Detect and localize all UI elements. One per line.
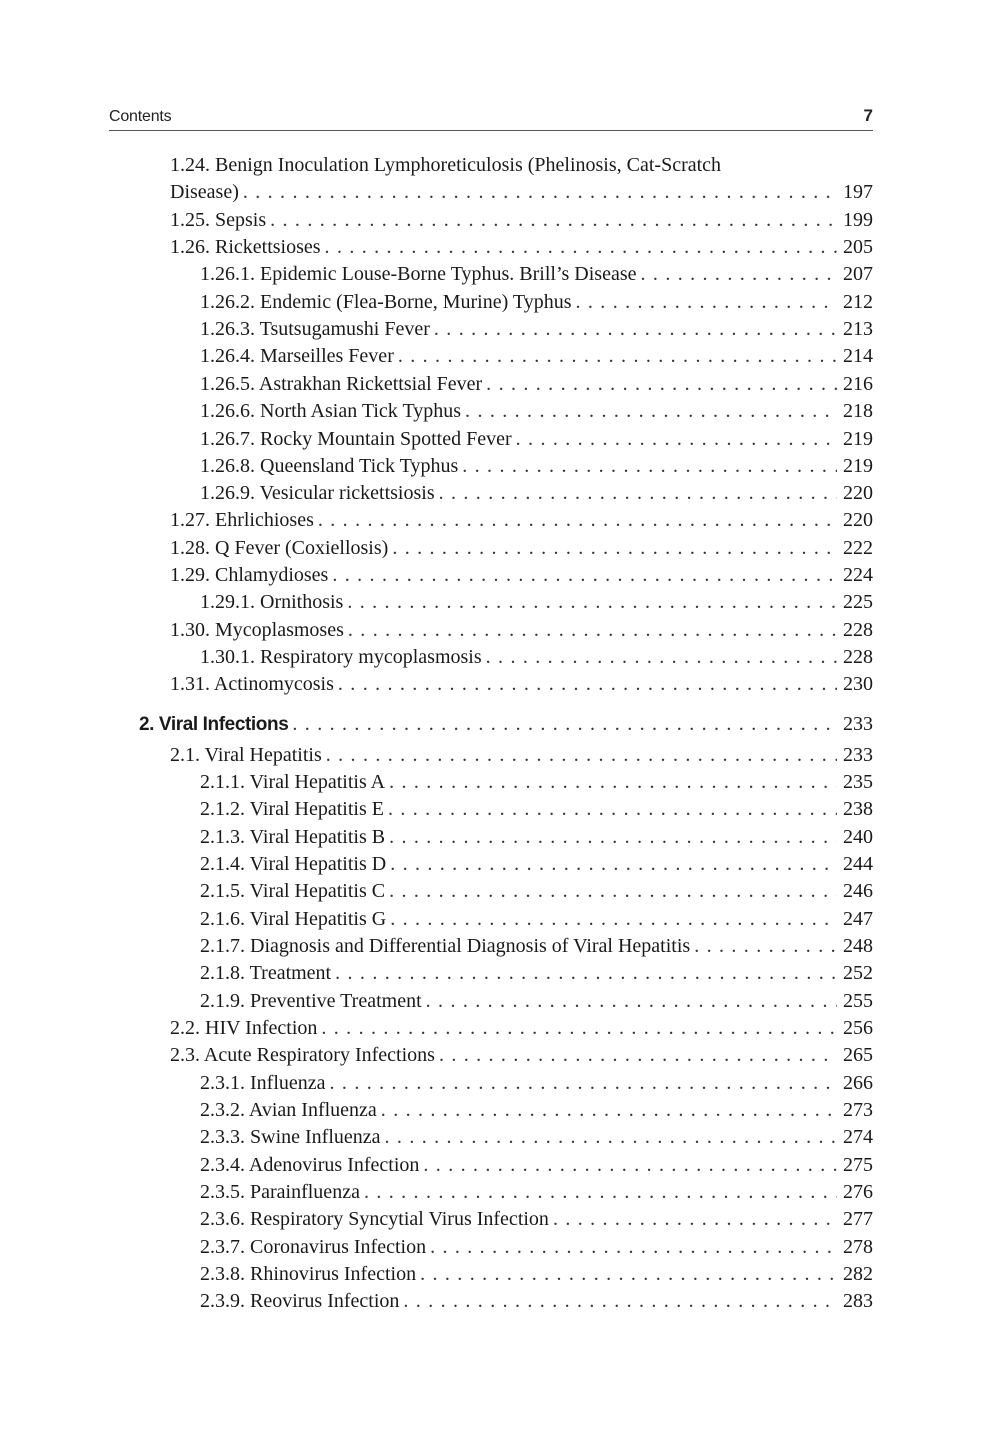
toc-page-number: 283	[843, 1290, 873, 1312]
toc-entry[interactable]	[200, 1070, 873, 1096]
toc-page-number: 274	[843, 1126, 873, 1148]
toc-page-number: 246	[843, 880, 873, 902]
toc-entry-title: 1.26.1. Epidemic Louse-Borne Typhus. Brill’s Disease	[200, 263, 637, 285]
toc-page-number: 199	[843, 209, 873, 231]
dot-leader	[439, 480, 837, 506]
toc-entry-title: 1.26. Rickettsioses	[170, 236, 321, 258]
toc-page-number: 248	[843, 935, 873, 957]
dot-leader	[381, 1097, 837, 1123]
dot-leader	[516, 426, 837, 452]
toc-entry[interactable]	[200, 426, 873, 452]
toc-entry-title: 1.26.9. Vesicular rickettsiosis	[200, 482, 435, 504]
dot-leader	[694, 933, 837, 959]
dot-leader	[465, 398, 837, 424]
toc-entry[interactable]	[170, 617, 873, 643]
toc-entry-title: 2.1.3. Viral Hepatitis B	[200, 826, 386, 848]
toc-page-number: 207	[843, 263, 873, 285]
toc-page-number: 220	[843, 509, 873, 531]
toc-page-number: 256	[843, 1017, 873, 1039]
dot-leader	[403, 1288, 837, 1314]
toc-entry[interactable]	[200, 1288, 873, 1314]
toc-page-number: 214	[843, 345, 873, 367]
toc-entry-title: 1.31. Actinomycosis	[170, 673, 334, 695]
dot-leader	[426, 988, 837, 1014]
toc-page-number: 277	[843, 1208, 873, 1230]
toc-entry[interactable]	[200, 316, 873, 342]
dot-leader	[641, 261, 837, 287]
toc-entry[interactable]	[170, 234, 873, 260]
toc-page-number: 219	[843, 455, 873, 477]
toc-page-number: 219	[843, 428, 873, 450]
toc-entry-title: 2.1.7. Diagnosis and Differential Diagnosis of Viral Hepatitis	[200, 935, 691, 957]
toc-page-number: 278	[843, 1236, 873, 1258]
toc-entry[interactable]	[200, 933, 873, 959]
toc-entry-title: 2.3. Acute Respiratory Infections	[170, 1044, 435, 1066]
toc-entry-title: 2.1. Viral Hepatitis	[170, 744, 322, 766]
dot-leader	[385, 1124, 837, 1150]
header-title: Contents	[109, 108, 172, 125]
toc-entry[interactable]	[200, 851, 873, 877]
section-title: 2. Viral Infections	[139, 714, 289, 735]
toc-entry-title: 2.2. HIV Infection	[170, 1017, 318, 1039]
toc-page-number: 228	[843, 619, 873, 641]
toc-entry-title: 2.1.1. Viral Hepatitis A	[200, 771, 386, 793]
toc-page-number: 275	[843, 1154, 873, 1176]
toc-entry[interactable]	[200, 878, 873, 904]
toc-entry-title: 1.26.7. Rocky Mountain Spotted Fever	[200, 428, 512, 450]
toc-entry-title: 2.3.5. Parainfluenza	[200, 1181, 360, 1203]
toc-entry[interactable]	[200, 824, 873, 850]
toc-page-number: 225	[843, 591, 873, 613]
toc-entry[interactable]	[200, 1097, 873, 1123]
toc-entry[interactable]	[200, 261, 873, 287]
toc-section-heading[interactable]	[139, 711, 873, 737]
dot-leader	[553, 1206, 837, 1232]
toc-page-number: 252	[843, 962, 873, 984]
toc-entry-title: 1.26.6. North Asian Tick Typhus	[200, 400, 462, 422]
toc-entry-title: 2.1.4. Viral Hepatitis D	[200, 853, 387, 875]
dot-leader	[389, 824, 837, 850]
toc-entry-title: 1.30.1. Respiratory mycoplasmosis	[200, 646, 482, 668]
toc-entry-title: 2.3.9. Reovirus Infection	[200, 1290, 400, 1312]
dot-leader	[390, 906, 837, 932]
toc-entry-title: 2.1.5. Viral Hepatitis C	[200, 880, 386, 902]
dot-leader	[486, 371, 837, 397]
toc-entry-title: 1.26.4. Marseilles Fever	[200, 345, 394, 367]
dot-leader	[398, 343, 837, 369]
toc-page-number: 282	[843, 1263, 873, 1285]
toc-entry[interactable]	[170, 207, 873, 233]
dot-leader	[335, 960, 837, 986]
toc-entry[interactable]	[200, 480, 873, 506]
dot-leader	[321, 1015, 837, 1041]
toc-page-number: 247	[843, 908, 873, 930]
toc-page-number: 213	[843, 318, 873, 340]
toc-page-number: 266	[843, 1072, 873, 1094]
toc-entry-title: 1.27. Ehrlichioses	[170, 509, 314, 531]
toc-entry[interactable]	[170, 742, 873, 768]
toc-entry[interactable]	[170, 1015, 873, 1041]
toc-page-number: 255	[843, 990, 873, 1012]
toc-page-number: 230	[843, 673, 873, 695]
page-number: 7	[863, 106, 873, 125]
toc-page-number: 235	[843, 771, 873, 793]
toc-entry[interactable]	[200, 398, 873, 424]
toc-entry[interactable]	[170, 507, 873, 533]
dot-leader	[434, 316, 837, 342]
toc-entry[interactable]	[170, 1042, 873, 1068]
toc-page-number: 218	[843, 400, 873, 422]
toc-entry[interactable]	[200, 644, 873, 670]
toc-page-number: 233	[843, 744, 873, 766]
toc-page-number: 205	[843, 236, 873, 258]
toc-entry-title: 2.1.8. Treatment	[200, 962, 332, 984]
dot-leader	[243, 179, 837, 205]
toc-entry[interactable]	[200, 289, 873, 315]
dot-leader	[389, 769, 837, 795]
toc-page-number: 238	[843, 798, 873, 820]
toc-entry-title: 1.29. Chlamydioses	[170, 564, 329, 586]
dot-leader	[462, 453, 837, 479]
toc-page-number: 233	[843, 713, 873, 735]
toc-page-number: 240	[843, 826, 873, 848]
toc-entry[interactable]	[170, 535, 873, 561]
dot-leader	[388, 796, 837, 822]
dot-leader	[330, 1070, 837, 1096]
dot-leader	[348, 617, 837, 643]
dot-leader	[325, 234, 837, 260]
toc-page-number: 276	[843, 1181, 873, 1203]
toc-entry[interactable]	[200, 1179, 873, 1205]
toc-entry[interactable]	[170, 179, 873, 205]
dot-leader	[338, 671, 837, 697]
dot-leader	[430, 1234, 837, 1260]
dot-leader	[439, 1042, 837, 1068]
dot-leader	[423, 1152, 837, 1178]
toc-entry[interactable]	[200, 371, 873, 397]
dot-leader	[364, 1179, 837, 1205]
dot-leader	[486, 644, 837, 670]
toc-entry[interactable]	[170, 562, 873, 588]
toc-entry[interactable]	[200, 1234, 873, 1260]
toc-entry-title: Disease)	[170, 181, 239, 203]
toc-entry[interactable]	[200, 960, 873, 986]
toc-entry[interactable]	[200, 906, 873, 932]
dot-leader	[292, 711, 837, 737]
toc-page-number: 197	[843, 181, 873, 203]
toc-entry[interactable]	[170, 671, 873, 697]
toc-entry-title: 2.1.2. Viral Hepatitis E	[200, 798, 384, 820]
toc-entry-title: 1.26.3. Tsutsugamushi Fever	[200, 318, 430, 340]
toc-entry[interactable]	[200, 343, 873, 369]
toc-entry-title: 2.3.1. Influenza	[200, 1072, 326, 1094]
toc-entry-title: 2.3.3. Swine Influenza	[200, 1126, 381, 1148]
toc-entry-title: 2.1.9. Preventive Treatment	[200, 990, 422, 1012]
toc-entry-title: 1.26.5. Astrakhan Rickettsial Fever	[200, 373, 483, 395]
dot-leader	[332, 562, 837, 588]
toc-entry[interactable]	[200, 453, 873, 479]
toc-entry-title: 2.3.8. Rhinovirus Infection	[200, 1263, 417, 1285]
dot-leader	[318, 507, 837, 533]
dot-leader	[420, 1261, 837, 1287]
toc-page-number: 216	[843, 373, 873, 395]
toc-entry-title: 2.3.7. Coronavirus Infection	[200, 1236, 427, 1258]
toc-entry[interactable]	[200, 1206, 873, 1232]
toc-page-number: 222	[843, 537, 873, 559]
dot-leader	[392, 535, 837, 561]
dot-leader	[326, 742, 837, 768]
toc-entry[interactable]	[200, 1124, 873, 1150]
toc-page-number: 244	[843, 853, 873, 875]
toc-entry-title: 2.1.6. Viral Hepatitis G	[200, 908, 387, 930]
toc-page-number: 220	[843, 482, 873, 504]
dot-leader	[390, 851, 837, 877]
toc-page-number: 273	[843, 1099, 873, 1121]
toc-entry-title: 2.3.6. Respiratory Syncytial Virus Infection	[200, 1208, 549, 1230]
toc-page-number: 265	[843, 1044, 873, 1066]
toc-entry-title: 1.26.2. Endemic (Flea-Borne, Murine) Typhus	[200, 291, 572, 313]
toc-entry[interactable]	[200, 988, 873, 1014]
toc-entry-title-line[interactable]: 1.24. Benign Inoculation Lymphoreticulosis (Phelinosis, Cat-Scratch	[170, 154, 722, 176]
toc-entry-title: 2.3.2. Avian Influenza	[200, 1099, 377, 1121]
toc-entry-title: 1.26.8. Queensland Tick Typhus	[200, 455, 459, 477]
toc-entry-title: 1.30. Mycoplasmoses	[170, 619, 344, 641]
dot-leader	[389, 878, 837, 904]
toc-page-number: 228	[843, 646, 873, 668]
toc-page-number: 224	[843, 564, 873, 586]
toc-entry-title: 2.3.4. Adenovirus Infection	[200, 1154, 420, 1176]
toc-entry[interactable]	[200, 1261, 873, 1287]
toc-page-number: 212	[843, 291, 873, 313]
toc-entry[interactable]	[200, 769, 873, 795]
dot-leader	[347, 589, 837, 615]
toc-entry-title: 1.28. Q Fever (Coxiellosis)	[170, 537, 389, 559]
toc-entry-title: 1.29.1. Ornithosis	[200, 591, 344, 613]
dot-leader	[270, 207, 837, 233]
toc-entry[interactable]	[200, 796, 873, 822]
dot-leader	[576, 289, 838, 315]
toc-entry[interactable]	[200, 1152, 873, 1178]
toc-entry-title: 1.25. Sepsis	[170, 209, 267, 231]
toc-entry[interactable]	[200, 589, 873, 615]
